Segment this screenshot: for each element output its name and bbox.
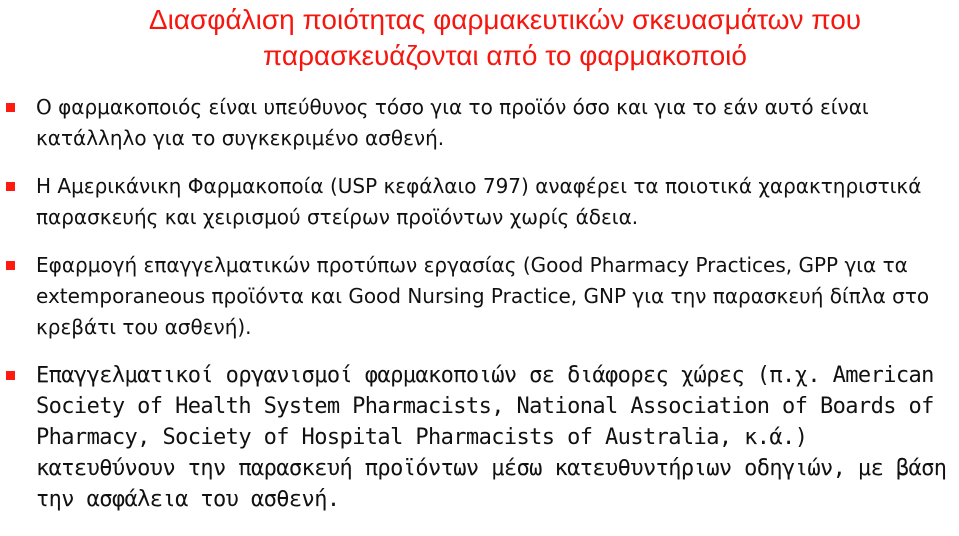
bullet-item-2 [0,171,959,233]
bullet-item-3 [0,250,959,343]
red-square-bullet-icon [6,261,15,270]
slide-title [95,2,915,74]
bullet-text-2: Η Αμερικάνικη Φαρμακοποία (USP κεφάλαιο 797) αναφέρει τα ποιοτικά χαρακτηριστικά παρασκευής και χειρισμού στείρων προϊόντων χωρίς άδεια. [36,174,922,229]
bullet-item-4 [0,360,959,515]
bullet-text-4: Επαγγελματικοί οργανισμοί φαρμακοποιών σε διάφορες χώρες (π.χ. American Society of Health System Pharmacists, National Association of Boards of Pharmacy, Society of Hospital Pharmacists of Australia, κ.ά.) κατευθύνουν την παρασκευή προϊόντων μέσω κατευθυντήριων οδηγιών, με βάση την ασφάλεια του ασθενή. [36,363,947,512]
red-square-bullet-icon [6,371,15,380]
bullet-list [0,92,959,515]
bullet-text-1: Ο φαρμακοποιός είναι υπεύθυνος τόσο για το προϊόν όσο και για το εάν αυτό είναι κατάλληλο για το συγκεκριμένο ασθενή. [36,95,869,150]
red-square-bullet-icon [6,103,15,112]
slide-title-line-1: Διασφάλιση ποιότητας φαρμακευτικών σκευασμάτων που [148,4,862,35]
bullet-item-1 [0,92,959,154]
slide-title-line-2: παρασκευάζονται από το φαρμακοποιό [263,40,747,71]
red-square-bullet-icon [6,182,15,191]
bullet-text-3: Εφαρμογή επαγγελματικών προτύπων εργασίας (Good Pharmacy Practices, GPP για τα extemporaneous προϊόντα και Good Nursing Practice, GNP για την παρασκευή δίπλα στο κρεβάτι του ασθενή). [36,253,930,339]
